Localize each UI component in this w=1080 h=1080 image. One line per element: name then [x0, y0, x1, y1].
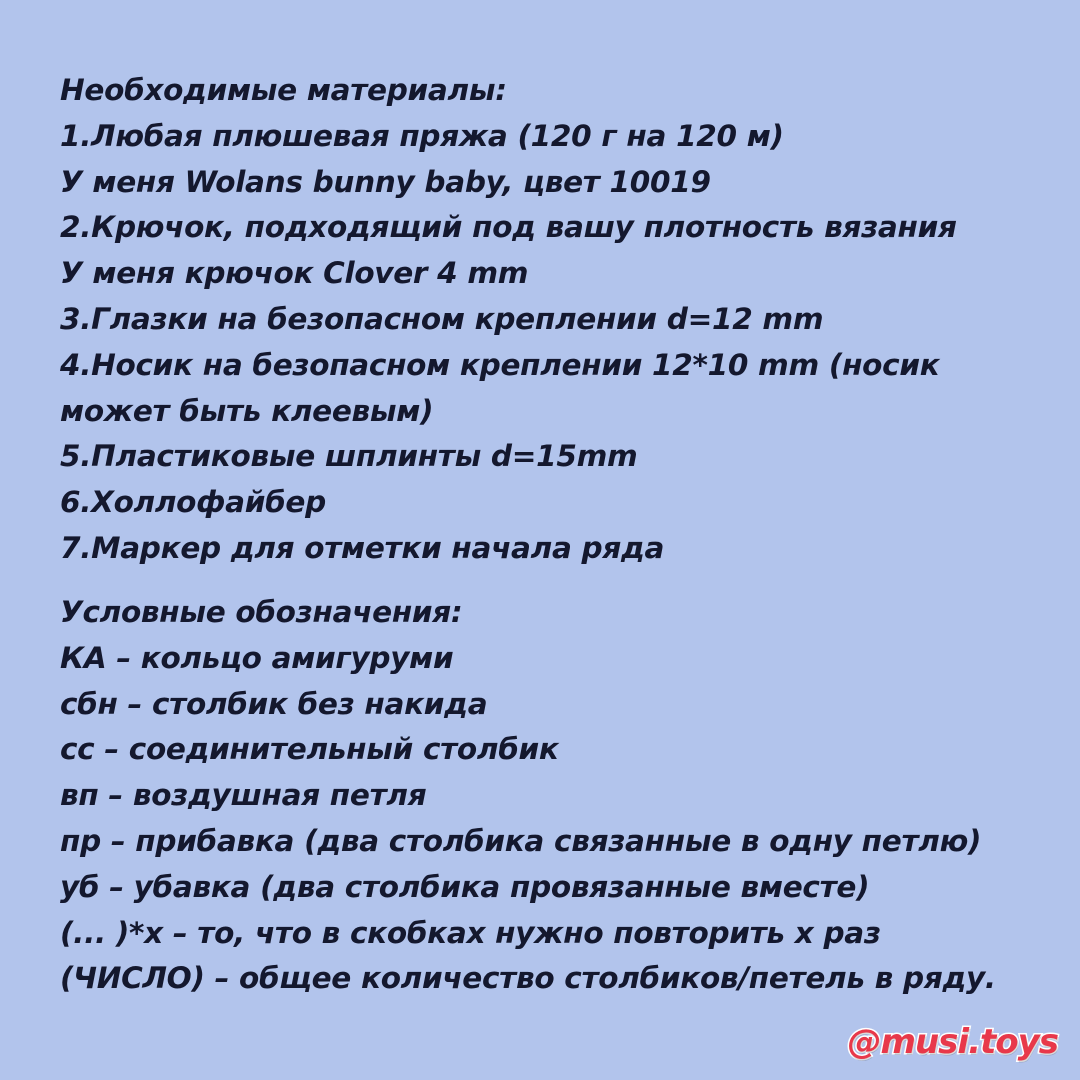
materials-item: 3.Глазки на безопасном креплении d=12 mm	[60, 301, 824, 336]
watermark-handle: @musi.toys	[847, 1022, 1058, 1062]
legend-item: (ЧИСЛО) – общее количество столбиков/петель в ряду.	[60, 961, 996, 996]
legend-item: (... )*х – то, что в скобках нужно повторить х раз	[60, 915, 881, 950]
materials-item: У меня Wolans bunny baby, цвет 10019	[60, 164, 711, 199]
materials-item: 7.Маркер для отметки начала ряда	[60, 530, 665, 565]
materials-item: У меня крючок Clover 4 mm	[60, 256, 529, 291]
legend-item: сбн – столбик без накида	[60, 686, 488, 721]
legend-item: КА – кольцо амигуруми	[60, 640, 454, 675]
legend-section	[60, 590, 1040, 1002]
legend-item: сс – соединительный столбик	[60, 732, 559, 767]
materials-item: 5.Пластиковые шплинты d=15mm	[60, 439, 638, 474]
materials-section	[60, 68, 1040, 572]
materials-item: 4.Носик на безопасном креплении 12*10 mm (носик	[60, 347, 940, 382]
materials-title: Необходимые материалы:	[60, 73, 507, 107]
legend-item: вп – воздушная петля	[60, 778, 427, 813]
legend-item: уб – убавка (два столбика провязанные вместе)	[60, 869, 870, 904]
legend-item: пр – прибавка (два столбика связанные в одну петлю)	[60, 823, 982, 858]
materials-item: 2.Крючок, подходящий под вашу плотность вязания	[60, 210, 957, 245]
materials-item: может быть клеевым)	[60, 393, 434, 428]
legend-title: Условные обозначения:	[60, 595, 463, 629]
materials-item: 6.Холлофайбер	[60, 485, 326, 520]
materials-item: 1.Любая плюшевая пряжа (120 г на 120 м)	[60, 118, 784, 153]
